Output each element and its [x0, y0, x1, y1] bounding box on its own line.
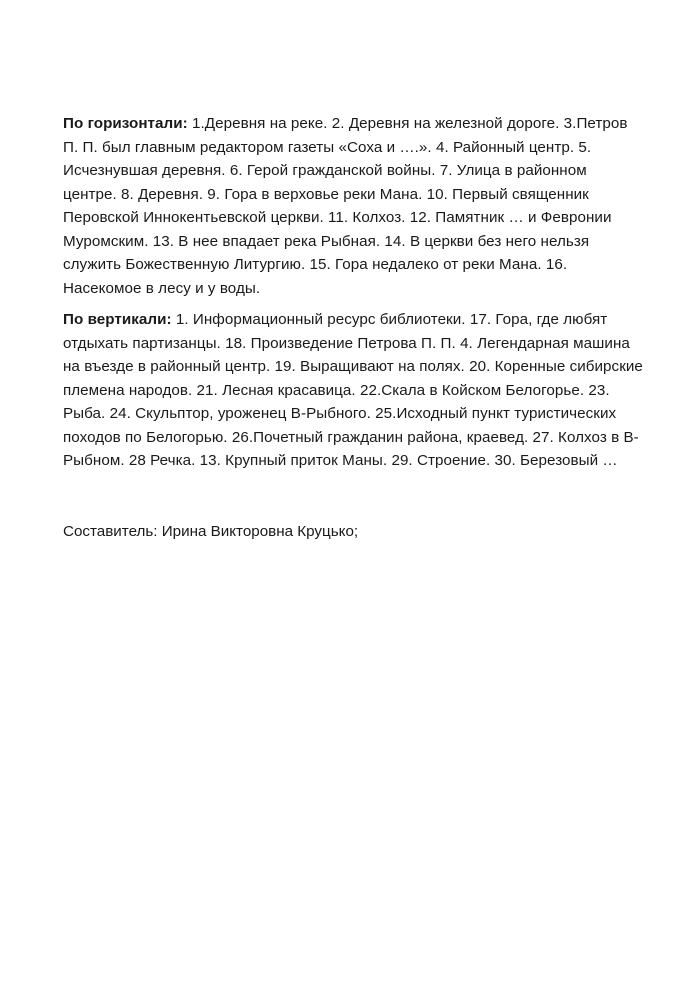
- horizontal-clues-paragraph: [63, 112, 643, 300]
- vertical-clues-text: 1. Информационный ресурс библиотеки. 17. Гора, где любят отдыхать партизанцы. 18. Произведение Петрова П. П. 4. Легендарная машина на въезде в районный центр. 19. Выращивают на полях. 20. Коренные сибирские племена народов. 21. Лесная красавица. 22.Скала в Койском Белогорье. 23. Рыба. 24. Скульптор, уроженец В-Рыбного. 25.Исходный пункт туристических походов по Белогорью. 26.Почетный гражданин района, краевед. 27. Колхоз в В-Рыбном. 28 Речка. 13. Крупный приток Маны. 29. Строение. 30. Березовый …: [63, 311, 643, 469]
- vertical-clues-heading: По вертикали:: [63, 311, 172, 328]
- author-line: Составитель: Ирина Викторовна Круцько;: [63, 523, 359, 540]
- crossword-clues: [63, 112, 643, 473]
- horizontal-clues-heading: По горизонтали:: [63, 115, 188, 132]
- horizontal-clues-text: 1.Деревня на реке. 2. Деревня на железной дороге. 3.Петров П. П. был главным редактором газеты «Соха и ….». 4. Районный центр. 5. Исчезнувшая деревня. 6. Герой гражданской войны. 7. Улица в районном центре. 8. Деревня. 9. Гора в верховье реки Мана. 10. Первый священник Перовской Иннокентьевской церкви. 11. Колхоз. 12. Памятник … и Февронии Муромским. 13. В нее впадает река Рыбная. 14. В церкви без него нельзя служить Божественную Литургию. 15. Гора недалеко от реки Мана. 16. Насекомое в лесу и у воды.: [63, 115, 628, 297]
- vertical-clues-paragraph: [63, 308, 643, 473]
